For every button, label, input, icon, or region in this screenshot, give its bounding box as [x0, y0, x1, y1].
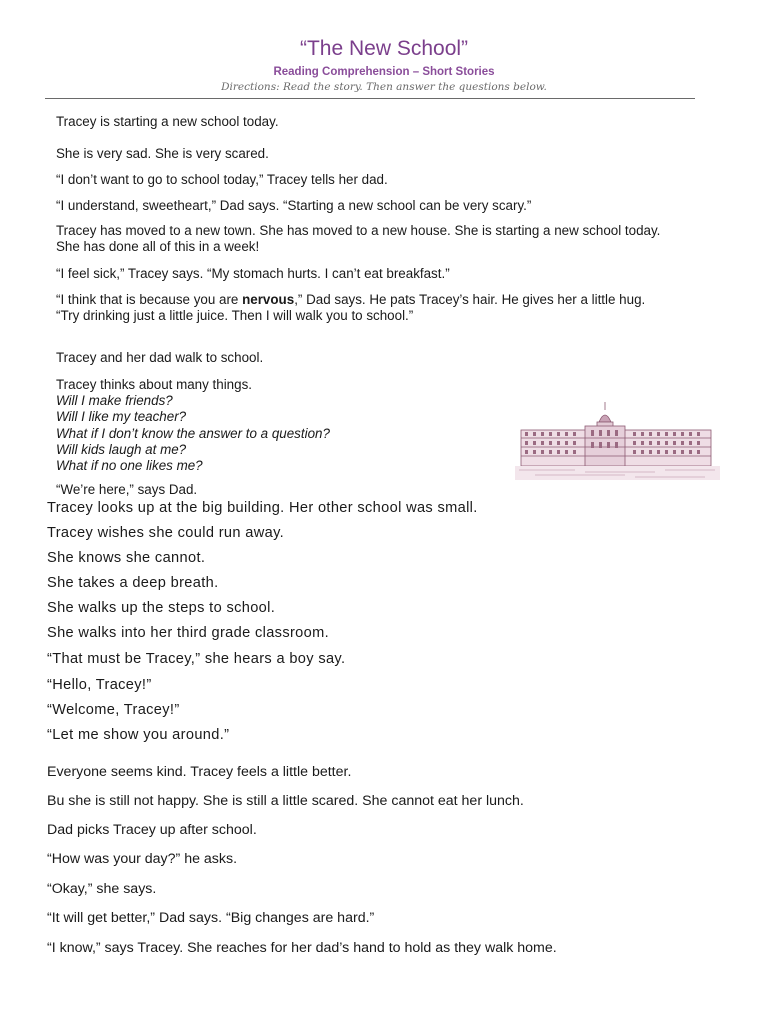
paragraph: “How was your day?” he asks.: [47, 851, 238, 867]
question-item: What if I don’t know the answer to a question?: [56, 425, 330, 441]
question-item: What if no one likes me?: [56, 458, 203, 474]
paragraph: Dad picks Tracey up after school.: [47, 822, 257, 838]
paragraph: She walks into her third grade classroom.: [47, 625, 330, 641]
paragraph: Tracey and her dad walk to school.: [56, 350, 264, 365]
paragraph: She knows she cannot.: [47, 550, 206, 566]
paragraph: “I understand, sweetheart,” Dad says. “Starting a new school can be very scary.”: [56, 198, 532, 213]
directions: Directions: Read the story. Then answer the questions below.: [221, 81, 547, 93]
worksheet-header: [0, 36, 768, 94]
paragraph: Tracey thinks about many things.: [56, 377, 252, 392]
question-item: Will I make friends?: [56, 393, 173, 409]
paragraph: Tracey wishes she could run away.: [47, 525, 285, 541]
paragraph-text: “I think that is because you are: [56, 292, 243, 307]
paragraph: Everyone seems kind. Tracey feels a little better.: [47, 764, 352, 780]
paragraph: “Let me show you around.”: [47, 727, 230, 743]
paragraph: “It will get better,” Dad says. “Big changes are hard.”: [47, 910, 375, 926]
thoughts-block: [56, 377, 330, 474]
paragraph: “That must be Tracey,” she hears a boy say.: [47, 651, 346, 667]
paragraph: “We’re here,” says Dad.: [56, 482, 198, 497]
page-title: “The New School”: [299, 37, 469, 60]
question-item: Will kids laugh at me?: [56, 441, 187, 457]
bold-word: nervous: [242, 292, 295, 307]
header-divider: [45, 98, 695, 99]
paragraph: [56, 292, 668, 324]
paragraph: “I know,” says Tracey. She reaches for her dad’s hand to hold as they walk home.: [47, 940, 557, 956]
paragraph: Bu she is still not happy. She is still a little scared. She cannot eat her lunch.: [47, 793, 524, 809]
page-subtitle: Reading Comprehension – Short Stories: [273, 66, 495, 78]
paragraph: She is very sad. She is very scared.: [56, 146, 269, 161]
paragraph-text: ,” Dad says. He pats Tracey’s hair. He gives her a little hug. “Try drinking just a little juice. Then I will walk you to school.”: [56, 292, 646, 323]
paragraph: “Okay,” she says.: [47, 881, 157, 897]
school-building-illustration: [515, 400, 720, 480]
paragraph: “I feel sick,” Tracey says. “My stomach hurts. I can’t eat breakfast.”: [56, 266, 450, 281]
question-item: Will I like my teacher?: [56, 409, 187, 425]
paragraph: Tracey looks up at the big building. Her other school was small.: [47, 500, 478, 516]
paragraph: “I don’t want to go to school today,” Tracey tells her dad.: [56, 172, 388, 187]
paragraph: “Welcome, Tracey!”: [47, 702, 180, 718]
paragraph: She takes a deep breath.: [47, 575, 219, 591]
paragraph: Tracey has moved to a new town. She has moved to a new house. She is starting a new school today. She has done all of this in a week!: [56, 223, 661, 254]
paragraph: “Hello, Tracey!”: [47, 677, 152, 693]
paragraph: Tracey is starting a new school today.: [56, 114, 279, 129]
paragraph: She walks up the steps to school.: [47, 600, 276, 616]
